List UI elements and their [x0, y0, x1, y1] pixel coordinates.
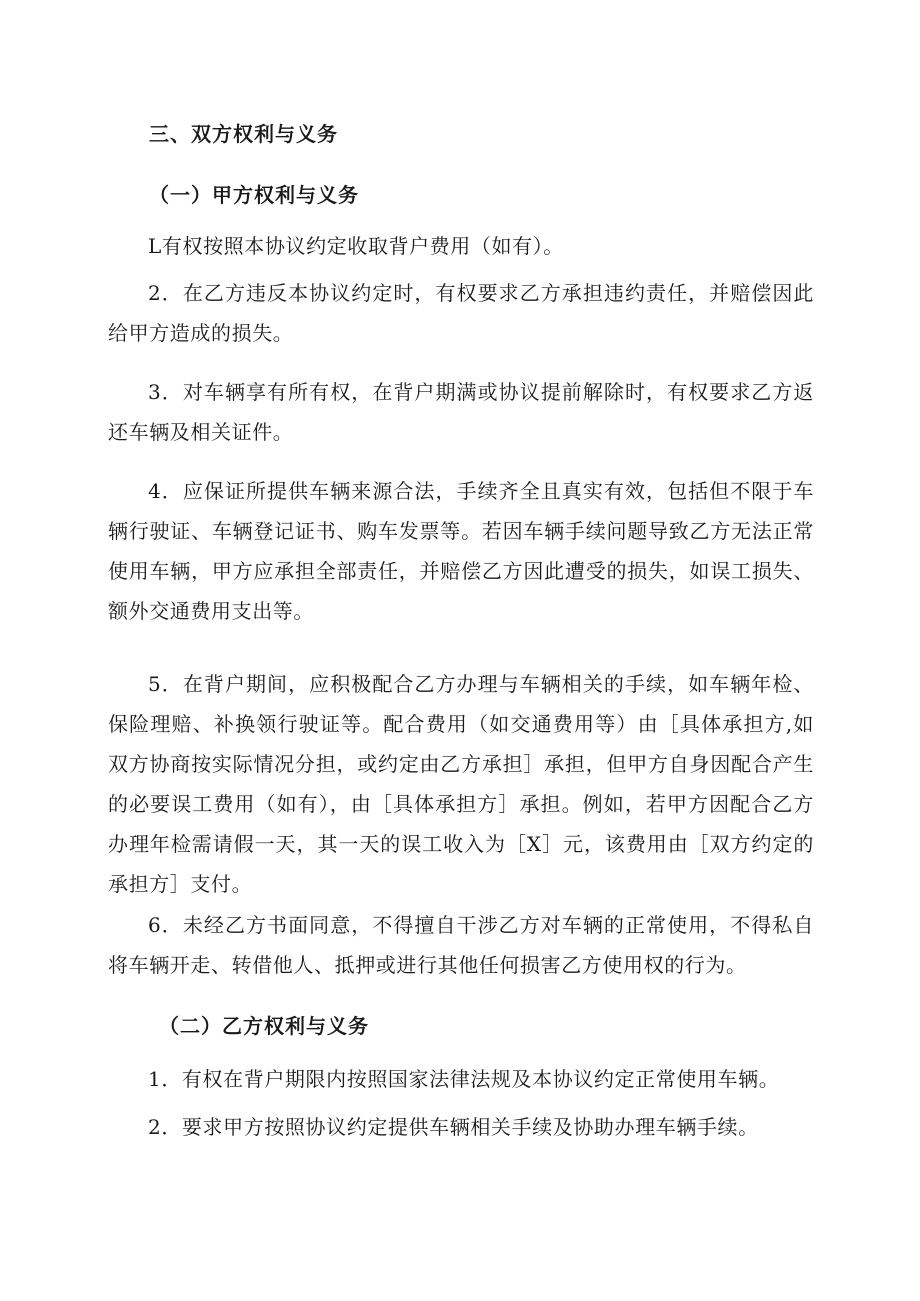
party-b-item-2: 2．要求甲方按照协议约定提供车辆相关手续及协助办理车辆手续。 — [148, 1115, 759, 1139]
party-b-item-1: 1．有权在背户期限内按照国家法律法规及本协议约定正常使用车辆。 — [148, 1067, 780, 1091]
party-a-item-2: 2．在乙方违反本协议约定时，有权要求乙方承担违约责任，并赔偿因此给甲方造成的损失。 — [108, 281, 814, 345]
party-a-heading: （一）甲方权利与义务 — [149, 183, 359, 207]
section-title: 三、双方权利与义务 — [149, 122, 338, 146]
party-a-item-6: 6．未经乙方书面同意，不得擅自干涉乙方对车辆的正常使用，不得私自将车辆开走、转借他人、抵押或进行其他任何损害乙方使用权的行为。 — [108, 913, 814, 977]
party-a-item-5: 5．在背户期间，应积极配合乙方办理与车辆相关的手续，如车辆年检、保险理赔、补换领行驶证等。配合费用（如交通费用等）由［具体承担方,如双方协商按实际情况分担，或约定由乙方承担］承担，但甲方自身因配合产生的必要误工费用（如有），由［具体承担方］承担。例如，若甲方因配合乙方办理年检需请假一天，其一天的误工收入为［X］元，该费用由［双方约定的承担方］支付。 — [108, 672, 814, 896]
party-a-item-1: L有权按照本协议约定收取背户费用（如有）。 — [148, 234, 564, 258]
party-b-heading: （二）乙方权利与义务 — [159, 1014, 369, 1038]
party-a-item-3: 3．对车辆享有所有权，在背户期满或协议提前解除时，有权要求乙方返还车辆及相关证件。 — [108, 380, 814, 444]
party-a-item-4: 4．应保证所提供车辆来源合法，手续齐全且真实有效，包括但不限于车辆行驶证、车辆登记证书、购车发票等。若因车辆手续问题导致乙方无法正常使用车辆，甲方应承担全部责任，并赔偿乙方因此遭受的损失，如误工损失、额外交通费用支出等。 — [108, 479, 814, 623]
